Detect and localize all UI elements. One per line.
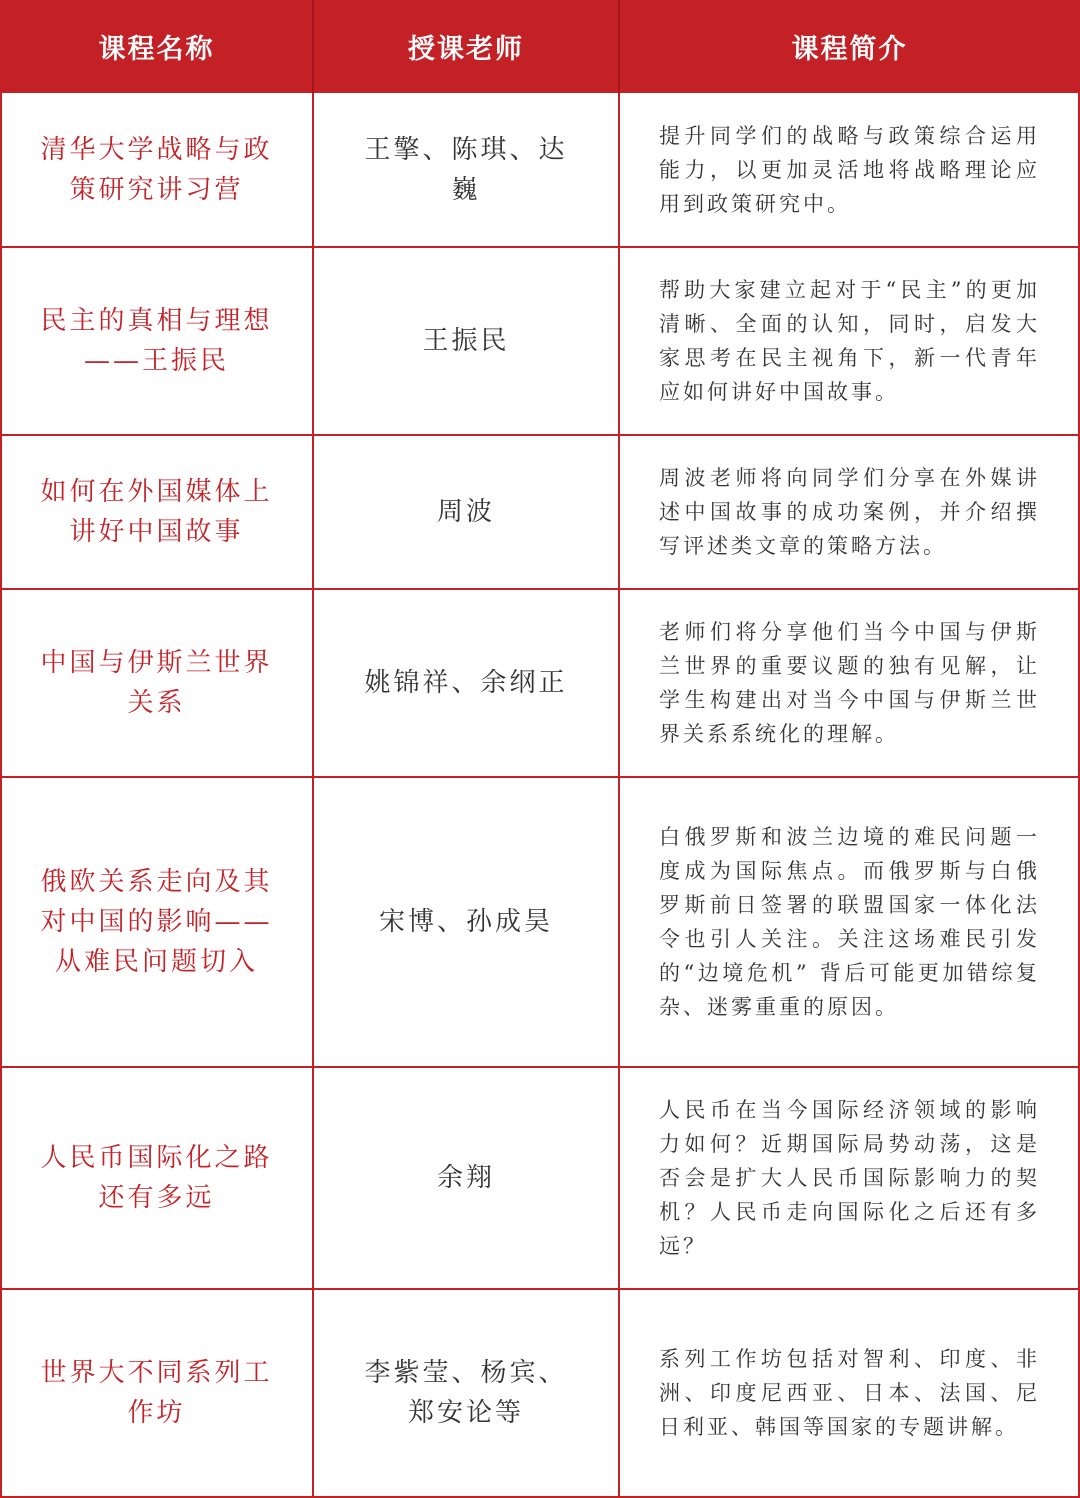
teacher-cell (313, 778, 619, 1066)
intro-cell (619, 1290, 1080, 1496)
header-intro: 课程简介 (791, 34, 908, 65)
course-name-cell (0, 590, 313, 776)
course-intro: 白俄罗斯和波兰边境的难民问题一度成为国际焦点。而俄罗斯与白俄罗斯前日签署的联盟国家一体化法令也引人关注。关注这场难民引发的“边境危机” 背后可能更加错综复杂、迷雾重重的原因。 (659, 825, 1040, 1019)
table-row (0, 778, 1080, 1068)
teacher-name: 余翔 (436, 1163, 495, 1193)
teacher-name: 宋博、孙成昊 (378, 907, 553, 937)
table-row (0, 248, 1080, 436)
intro-cell (619, 1068, 1080, 1288)
teacher-name: 李紫莹、杨宾、郑安论等 (364, 1358, 568, 1428)
teacher-cell (313, 1290, 619, 1496)
teacher-cell (313, 248, 619, 434)
teacher-cell (313, 1068, 619, 1288)
course-name: 俄欧关系走向及其对中国的影响——从难民问题切入 (40, 867, 273, 977)
course-intro: 帮助大家建立起对于“民主”的更加清晰、全面的认知，同时，启发大家思考在民主视角下，新一代青年应如何讲好中国故事。 (659, 278, 1040, 404)
course-name-cell (0, 93, 313, 246)
table-row (0, 590, 1080, 778)
course-name: 人民币国际化之路还有多远 (40, 1143, 273, 1213)
table-header (0, 0, 1080, 93)
teacher-name: 王擎、陈琪、达巍 (364, 134, 568, 205)
intro-cell (619, 248, 1080, 434)
table-row (0, 1290, 1080, 1498)
teacher-cell (313, 436, 619, 588)
course-intro: 提升同学们的战略与政策综合运用能力，以更加灵活地将战略理论应用到政策研究中。 (659, 123, 1040, 216)
header-course-name: 课程名称 (98, 34, 215, 65)
header-teacher: 授课老师 (408, 34, 524, 65)
course-name: 中国与伊斯兰世界关系 (40, 648, 273, 718)
intro-cell (619, 436, 1080, 588)
intro-cell (619, 778, 1080, 1066)
course-name-cell (0, 1290, 313, 1496)
course-name-cell (0, 436, 313, 588)
course-intro: 系列工作坊包括对智利、印度、非洲、印度尼西亚、日本、法国、尼日利亚、韩国等国家的专题讲解。 (659, 1347, 1040, 1439)
course-name-cell (0, 248, 313, 434)
teacher-cell (313, 93, 619, 246)
teacher-name: 周波 (436, 497, 495, 527)
table-row (0, 1068, 1080, 1290)
course-intro: 周波老师将向同学们分享在外媒讲述中国故事的成功案例，并介绍撰写评述类文章的策略方法。 (659, 466, 1040, 558)
table-row (0, 436, 1080, 590)
course-name: 世界大不同系列工作坊 (40, 1358, 273, 1428)
teacher-cell (313, 590, 619, 776)
course-name: 民主的真相与理想——王振民 (40, 306, 273, 376)
table-border-left (0, 0, 2, 1498)
course-name: 清华大学战略与政策研究讲习营 (40, 134, 273, 205)
table-row (0, 93, 1080, 248)
intro-cell (619, 93, 1080, 246)
course-name: 如何在外国媒体上讲好中国故事 (40, 477, 273, 547)
intro-cell (619, 590, 1080, 776)
teacher-name: 王振民 (422, 326, 510, 356)
course-name-cell (0, 778, 313, 1066)
course-name-cell (0, 1068, 313, 1288)
teacher-name: 姚锦祥、余纲正 (364, 668, 568, 698)
course-intro: 人民币在当今国际经济领域的影响力如何？近期国际局势动荡，这是否会是扩大人民币国际影响力的契机？人民币走向国际化之后还有多远？ (659, 1098, 1040, 1258)
course-intro: 老师们将分享他们当今中国与伊斯兰世界的重要议题的独有见解，让学生构建出对当今中国与伊斯兰世界关系系统化的理解。 (659, 620, 1040, 746)
